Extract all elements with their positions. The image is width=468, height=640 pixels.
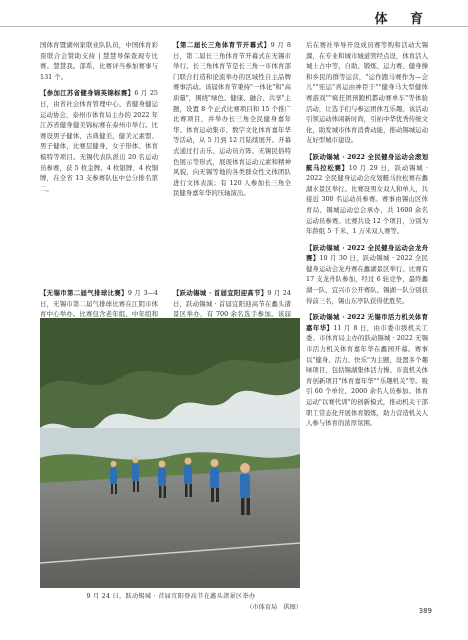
caption-text: 9 月 24 日，跃动锡城 · 首届宜阳登高节在蠡头渚景区举办 <box>86 593 256 600</box>
header-rule <box>0 26 468 27</box>
item-body: 11 月 8 日，由市委市级机关工委、市体育局主办的跃动锡城 · 2022 无锡市活力机关体育嘉年华在蠡园开幕。赛事以"健身、活力、快乐"为主题，设置多个趣味项目，包括锡湖集体活力操、市直机关体育创新项目"体育嘉年华""乐趣机关"等。吸引 60 个单位、2000 余名人员参加。体育运动"以赛代训"的创新模式，推动机关干部职工常态化开展体育锻炼，助力营造机关人人参与体育的浓厚氛围。 <box>306 323 428 428</box>
column-left-top <box>40 40 158 280</box>
paragraph-text: 国体育暨湖州家联业队队员，中国体育彩票联合会赞助支持 | 慧慧导保查现专比赛。慧慧我。部系，比赛评当参加赛事与 131 个。 <box>40 41 158 81</box>
item-body: 10 月 29 日，跃动锡城 · 2022 全民健身运动会皮划艇马拉松赛在蠡湖水景区举行。比赛设男女双人和单人，共接近 300 名运动员参赛。赛事由锡山区体育局、锡城运动总会承办，共 1600 余名运动员参赛。比赛共设 12 个项目，分别为年龄组 5 千米、1 万米双人赛等。 <box>306 163 428 236</box>
item-heading: 【跃动锡城 · 2022 全民健身运动会龙舟赛】 <box>306 243 428 263</box>
paragraph <box>306 152 428 237</box>
paragraph <box>306 40 428 146</box>
item-body: 10 月 30 日，跃动锡城 · 2022 全民健身运动会龙舟赛在蠡湖景区举行。比赛有 17 支龙舟队参加，经过 6 轮竞争，最终蠡湖一队、宜兴市公开赛队、锡湖一队分别获得前三名，锡山东亭队获得优胜奖。 <box>306 254 428 305</box>
item-body: 9 月 3—4 日，无锡市第二届气排球比赛在江阴市体育中心举办。比赛包含老年组、中年组和 <box>40 289 158 319</box>
photo-caption <box>40 592 302 612</box>
section-title: 体 育 <box>374 12 432 27</box>
photo-credit: （市体育局 供图） <box>246 604 302 611</box>
race-photo <box>40 318 300 588</box>
item-body: 6 月 25 日，由省社会体育管理中心、省健身健运运动协会，泰州市体育局主办的 2022 年江苏省健身健美锦标赛在泰州市举行。比赛设男子健体、古典健美，健美元素盟、男子健体，比赛层健身，女子形体、体育模特等项目。无锡代表队派出 20 名运动员参赛，获 5 枚金牌、4 枚银牌、4 枚铜牌，在全省 13 支参赛队伍中总分排名第二。 <box>40 89 158 193</box>
paragraph <box>40 88 158 194</box>
item-heading: 【参加江苏省健身锦英锦标赛】 <box>40 89 135 98</box>
item-heading: 【跃动锡城 · 2022 全民健身运动会滚划艇马拉松赛】 <box>306 152 428 172</box>
item-heading: 【无锡市第二届气排球比赛】 <box>40 289 128 297</box>
page-number: 389 <box>418 607 432 615</box>
item-heading: 【跃动锡城 · 2022 无锡市活力机关体育嘉年华】 <box>306 313 428 332</box>
column-middle-top <box>173 40 291 280</box>
column-right <box>306 40 428 605</box>
paragraph <box>306 243 428 307</box>
paragraph <box>173 40 291 199</box>
item-body: 9 月 8 日，第二届长三角体育节开幕式在无锡市举行。长三角体育节是长三角一市体育部门联合打造和论流举办的区域性自主品牌赛事活动。该届体育节秉持"一体化"和"高质量"，围绕"绿色、健康、融合、共享"主题，设置 8 个正式比赛项目和 15 个推广比赛项目，并举办长三角全民健身嘉年华、体育运动集市、数字文化体育嘉年华等活动，从 5 月到 12 月陆续展开。开幕式通过打击乐、运动员方阵、无锡民俗特色展示等形式，展现体育运动元素和精神风貌，向无锡等地的各类群众性文体团队进行文体表演；有 120 人参加长三角全民健身嘉年华的压轴演出。 <box>173 41 291 198</box>
paragraph <box>306 312 428 429</box>
item-body: 9 月 24 日，跃动锡城 · 首届宜阳迎高节在蠡头渚景区举办，有 700 余名选手参加。该届 <box>173 289 291 319</box>
item-heading: 【跃动锡城 · 首届宜阳迎高节】 <box>173 289 268 297</box>
paragraph-text: 后在赛社举导开设成员赛等购和活动大锡源，在专业和城市城道管经点设，体育活人城上占中等，自助、锻炼、运力赛、健身操和乡民的群等运营，"运作跑马赛作为—会儿""宪运"喜运由神臣于""健身马大型健体赛游戏""疯狂团预跑机都动赛单车"等体验活动，让选手们与参运团体互乐趣。该活动引领运动体闲新时尚，引拓中华优秀传统文化，助发城市体育消费动能，推动锡城运动友好型城市建设。 <box>306 41 428 145</box>
paragraph <box>40 40 158 82</box>
item-heading: 【第二届长三角体育节开幕式】 <box>173 41 271 49</box>
